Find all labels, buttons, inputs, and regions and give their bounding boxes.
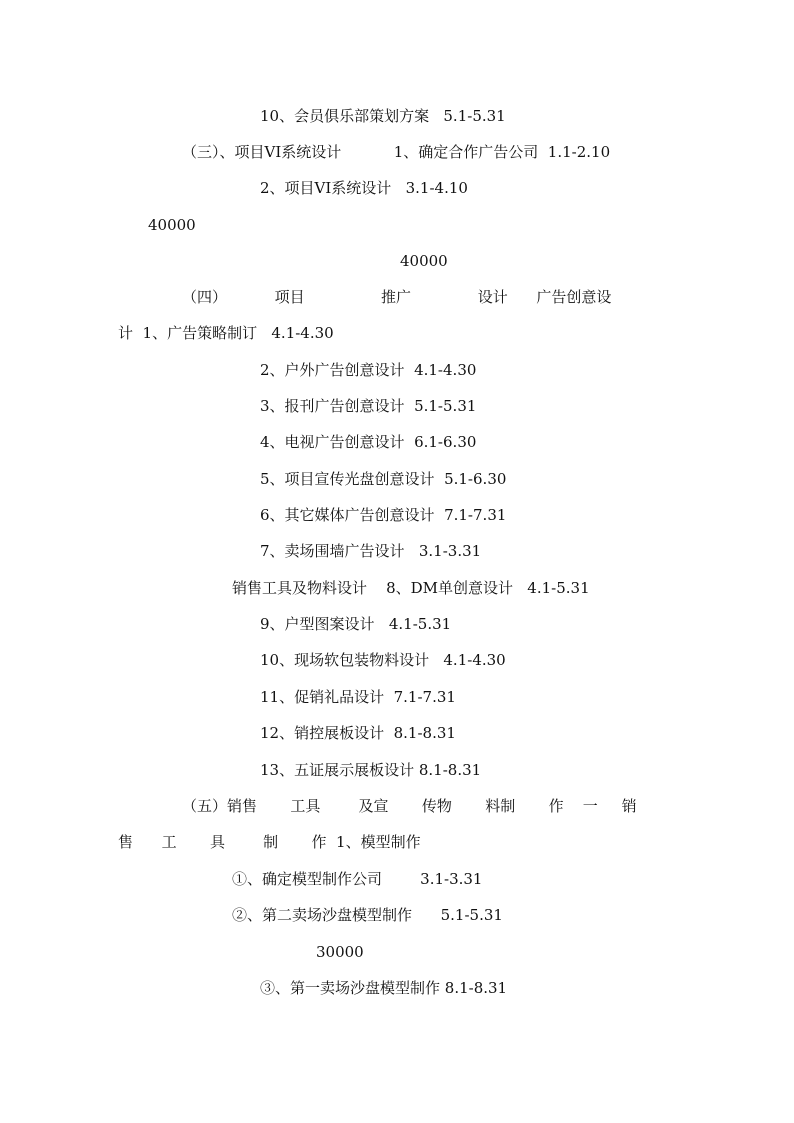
text-line-9: 3、报刊广告创意设计 5.1-5.31 xyxy=(260,397,477,415)
text-line-6: （四） 项目 推广 设计 广告创意设 xyxy=(182,288,612,306)
text-line-7: 计 1、广告策略制订 4.1-4.30 xyxy=(118,324,334,342)
text-line-14: 销售工具及物料设计 8、DM单创意设计 4.1-5.31 xyxy=(232,579,590,597)
text-line-11: 5、项目宣传光盘创意设计 5.1-6.30 xyxy=(260,470,507,488)
text-line-20: （五）销售 工具 及宣 传物 料制 作 一 销 xyxy=(182,797,637,815)
text-line-4: 40000 xyxy=(148,216,196,234)
text-line-16: 10、现场软包装物料设计 4.1-4.30 xyxy=(260,651,506,669)
text-line-24: 30000 xyxy=(316,943,364,961)
text-line-13: 7、卖场围墙广告设计 3.1-3.31 xyxy=(260,542,482,560)
text-line-23: ②、第二卖场沙盘模型制作 5.1-5.31 xyxy=(232,906,503,924)
text-line-22: ①、确定模型制作公司 3.1-3.31 xyxy=(232,870,483,888)
text-line-15: 9、户型图案设计 4.1-5.31 xyxy=(260,615,452,633)
text-line-17: 11、促销礼品设计 7.1-7.31 xyxy=(260,688,456,706)
text-line-2: （三）、项目VI系统设计 1、确定合作广告公司 1.1-2.10 xyxy=(182,143,611,161)
text-line-21: 售 工 具 制 作 1、模型制作 xyxy=(118,833,421,851)
text-line-18: 12、销控展板设计 8.1-8.31 xyxy=(260,724,456,742)
text-line-12: 6、其它媒体广告创意设计 7.1-7.31 xyxy=(260,506,507,524)
text-line-19: 13、五证展示展板设计 8.1-8.31 xyxy=(260,761,482,779)
text-line-5: 40000 xyxy=(400,252,448,270)
text-line-1: 10、会员俱乐部策划方案 5.1-5.31 xyxy=(260,107,506,125)
text-line-25: ③、第一卖场沙盘模型制作 8.1-8.31 xyxy=(260,979,508,997)
text-line-10: 4、电视广告创意设计 6.1-6.30 xyxy=(260,433,477,451)
text-line-3: 2、项目VI系统设计 3.1-4.10 xyxy=(260,179,468,197)
text-line-8: 2、户外广告创意设计 4.1-4.30 xyxy=(260,361,477,379)
